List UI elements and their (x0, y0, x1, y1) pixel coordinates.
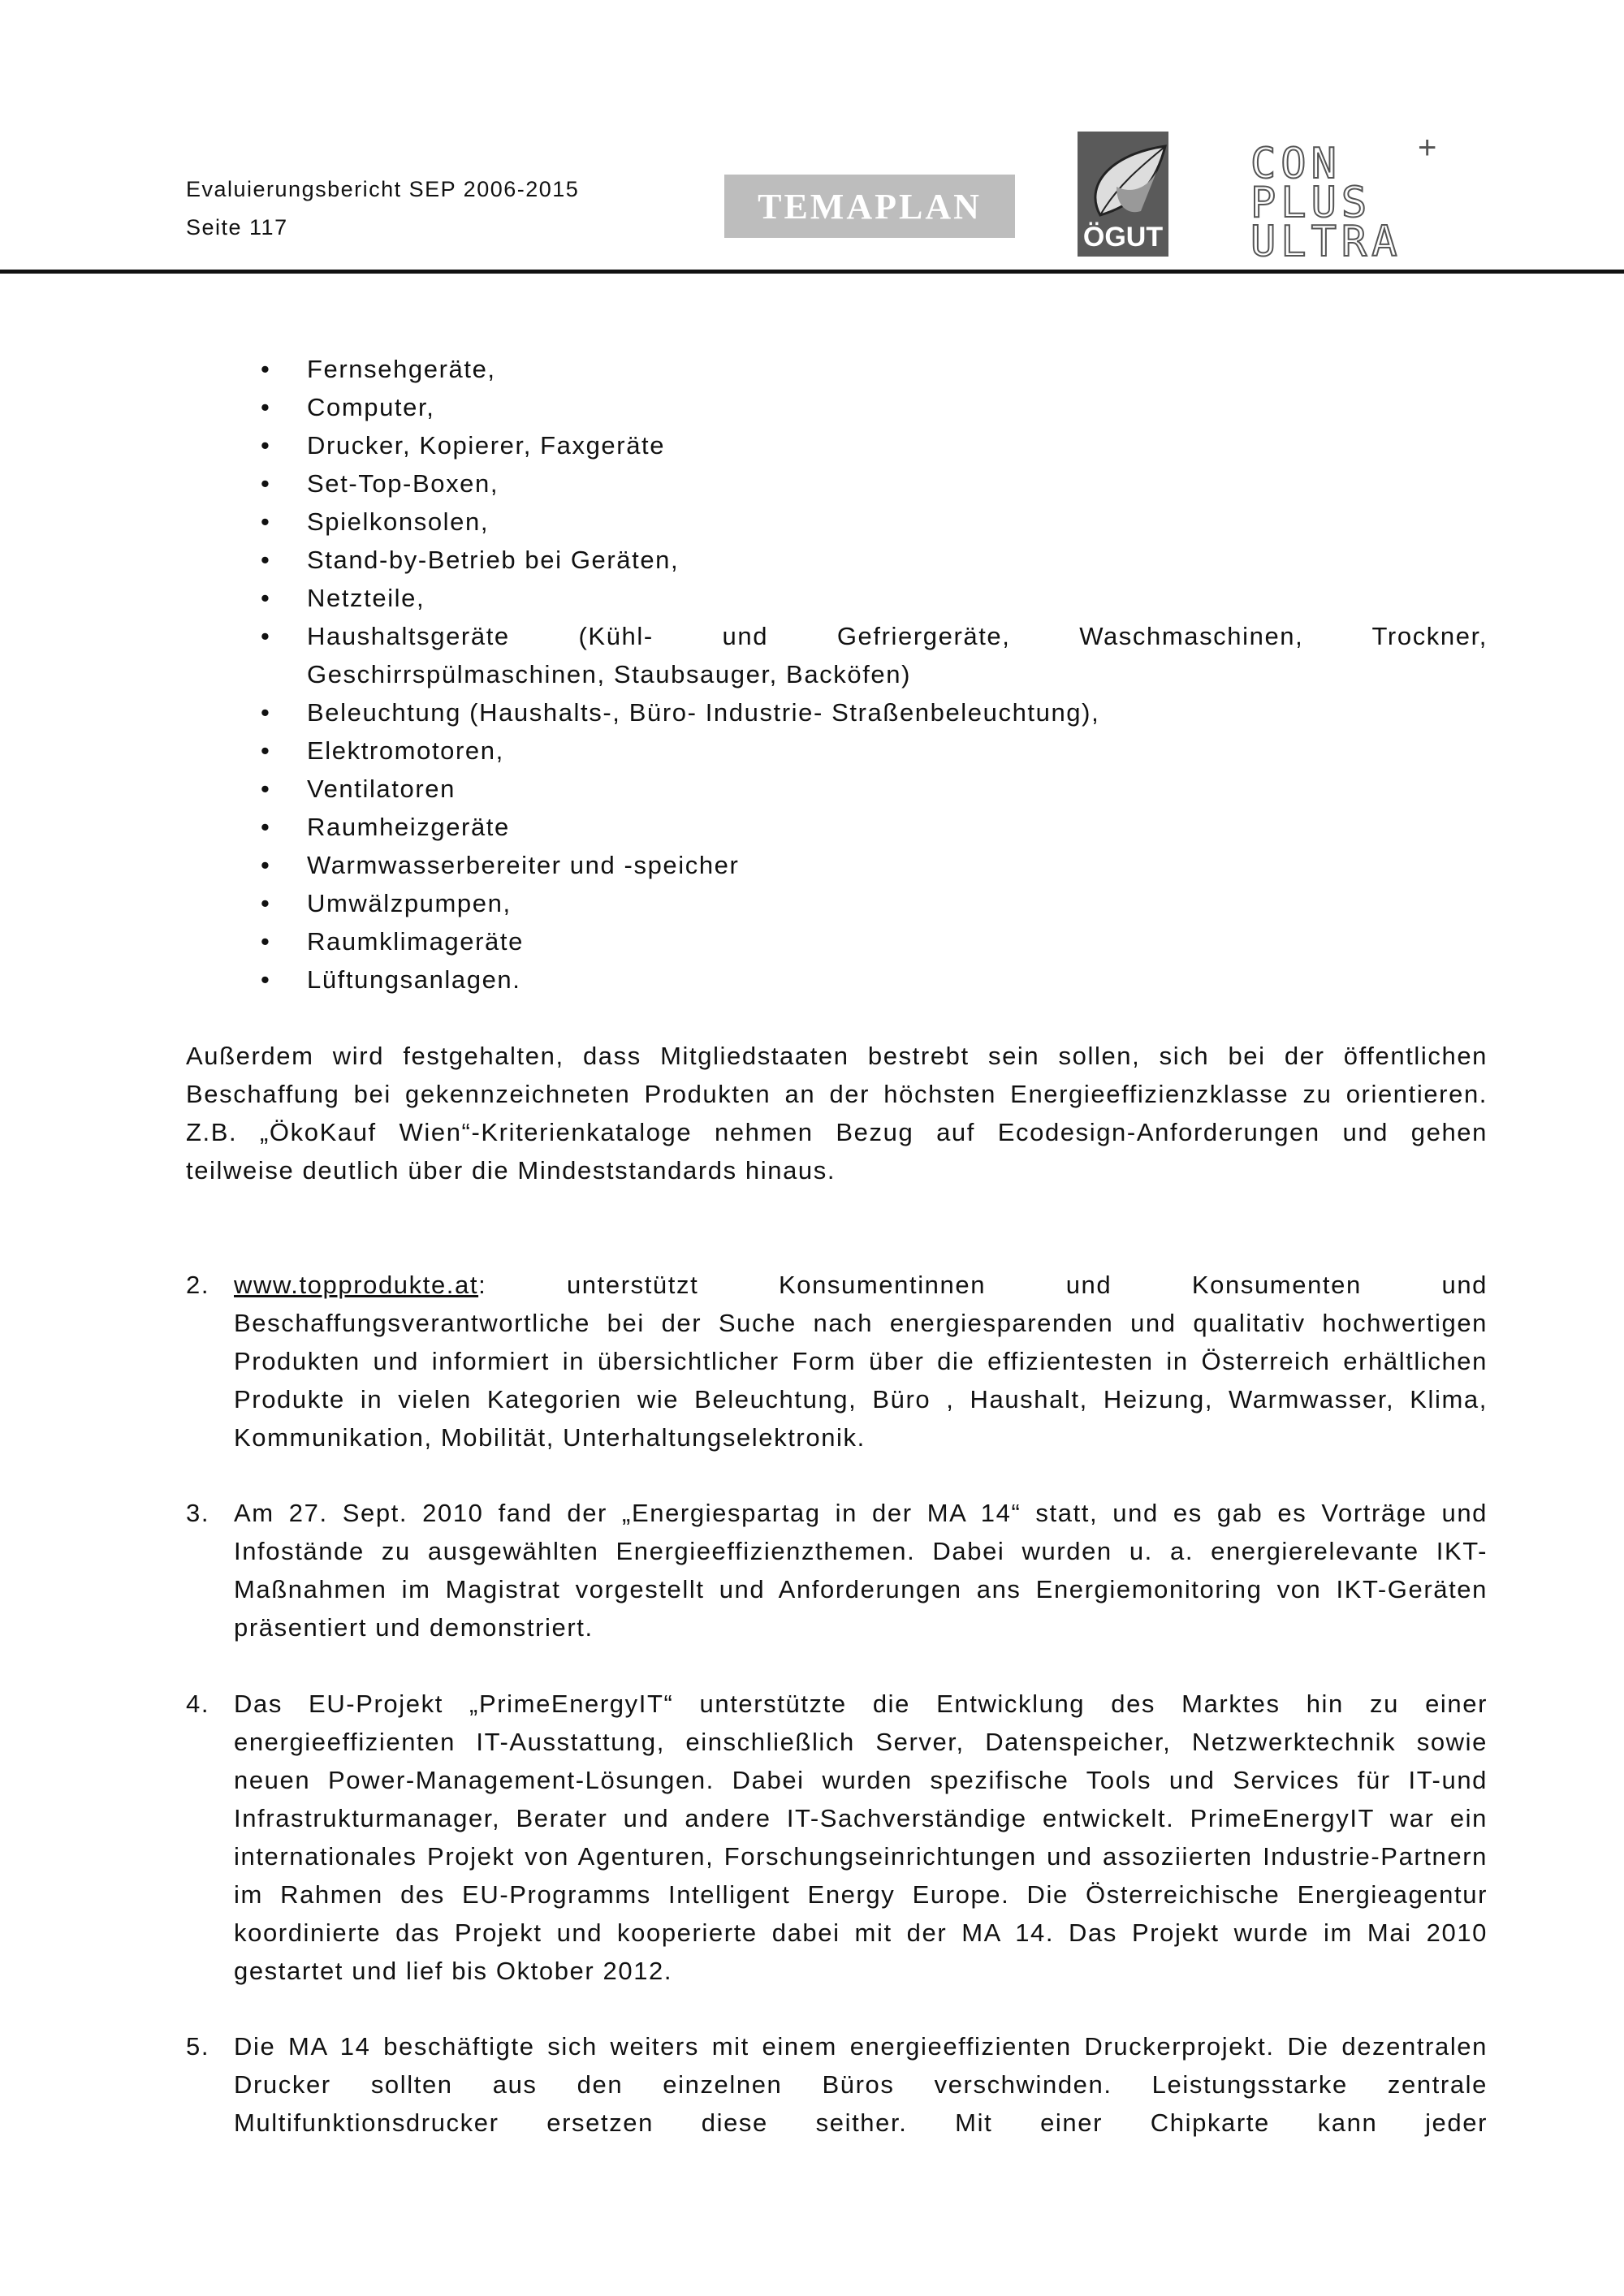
ogut-logo (1078, 132, 1168, 257)
bullet-icon: • (261, 546, 271, 574)
list-item-text: Spielkonsolen, (307, 507, 490, 536)
item-text: Die MA 14 beschäftigte sich weiters mit einem energieeffizienten Druckerprojekt. Die dezentralen Drucker sollten aus den einzelnen Büros verschwinden. Leistungsstarke zentrale Multifunktionsdrucker ersetzen diese seither. Mit einer Chipkarte kann jeder (234, 2032, 1488, 2137)
bullet-icon: • (261, 736, 271, 765)
list-item (186, 350, 1488, 388)
list-item (186, 884, 1488, 922)
conplusultra-logo (1250, 140, 1402, 266)
list-item-text: Umwälzpumpen, (307, 889, 512, 917)
list-item (186, 732, 1488, 770)
item-number: 3. (186, 1499, 210, 1527)
logo-line: CON (1250, 140, 1341, 188)
list-item-text: Ventilatoren (307, 775, 456, 803)
list-item (186, 426, 1488, 464)
list-item-text: Raumklimageräte (307, 927, 524, 956)
bullet-icon: • (261, 889, 271, 917)
item-number: 2. (186, 1271, 210, 1299)
list-item (186, 388, 1488, 426)
list-item (186, 464, 1488, 503)
body-paragraph: Außerdem wird festgehalten, dass Mitgliedstaaten bestrebt sein sollen, sich bei der öffentlichen Beschaffung bei gekennzeichneten Produkten an der höchsten Energieeffizienzklasse zu orientieren. Z.B. „ÖkoKauf Wien“-Kriterienkataloge nehmen Bezug auf Ecodesign-Anforderungen und gehen teilweise deutlich über die Mindeststandards hinaus. (186, 1042, 1488, 1185)
logo-line: PLUS (1250, 179, 1372, 227)
list-item-text: Raumheizgeräte (307, 813, 510, 841)
item-text: Am 27. Sept. 2010 fand der „Energiespartag in der MA 14“ statt, und es gab es Vorträge und Infostände zu ausgewählten Energieeffizienzthemen. Dabei wurden u. a. energierelevante IKT-Maßnahmen im Magistrat vorgestellt und Anforderungen ans Energiemonitoring von IKT-Geräten präsentiert und demonstriert. (234, 1499, 1488, 1642)
bullet-icon: • (261, 469, 271, 498)
list-item (186, 541, 1488, 579)
bullet-icon: • (261, 927, 271, 956)
list-item-2 (186, 1266, 1488, 1457)
header-title: Evaluierungsbericht SEP 2006-2015 (186, 177, 580, 201)
list-item-text: Stand-by-Betrieb bei Geräten, (307, 546, 680, 574)
list-item (186, 617, 1488, 693)
bullet-icon: • (261, 584, 271, 612)
list-item-text: Elektromotoren, (307, 736, 504, 765)
bullet-icon: • (261, 775, 271, 803)
bullet-icon: • (261, 393, 271, 421)
list-item (186, 960, 1488, 999)
list-item (186, 846, 1488, 884)
list-item-text: Haushaltsgeräte (Kühl- und Gefriergeräte, Waschmaschinen, Trockner, Geschirrspülmaschinen, Staubsauger, Backöfen) (307, 622, 1488, 688)
list-item-text: Lüftungsanlagen. (307, 965, 521, 994)
list-item (186, 808, 1488, 846)
bullet-icon: • (261, 965, 271, 994)
temaplan-logo (724, 175, 1015, 238)
list-item (186, 770, 1488, 808)
bullet-icon: • (261, 698, 271, 727)
list-item (186, 922, 1488, 960)
list-item-text: Set-Top-Boxen, (307, 469, 499, 498)
list-item-text: Computer, (307, 393, 435, 421)
list-item-text: Netzteile, (307, 584, 425, 612)
list-item (186, 503, 1488, 541)
list-item-text: Beleuchtung (Haushalts-, Büro- Industrie- Straßenbeleuchtung), (307, 698, 1100, 727)
bullet-icon: • (261, 507, 271, 536)
list-item-5 (186, 2027, 1488, 2142)
list-item-text: Warmwasserbereiter und -speicher (307, 851, 740, 879)
item-text: : unterstützt Konsumentinnen und Konsumenten und Beschaffungsverantwortliche bei der Suche nach energiesparenden und qualitativ hochwertigen Produkten und informiert in übersichtlicher Form über die effizientesten in Österreich erhältlichen Produkte in vielen Kategorien wie Beleuchtung, Büro , Haushalt, Heizung, Warmwasser, Klima, Kommunikation, Mobilität, Unterhaltungselektronik. (234, 1271, 1488, 1452)
logo-line: ULTRA (1250, 218, 1402, 266)
item-number: 4. (186, 1690, 210, 1718)
bullet-icon: • (261, 622, 271, 650)
list-item-4 (186, 1685, 1488, 1990)
appliance-list (186, 350, 1488, 999)
page-number: Seite 117 (186, 215, 288, 240)
topprodukte-link[interactable]: www.topprodukte.at (234, 1271, 479, 1299)
bullet-icon: • (261, 355, 271, 383)
list-item (186, 693, 1488, 732)
list-item-text: Fernsehgeräte, (307, 355, 496, 383)
bullet-icon: • (261, 851, 271, 879)
item-text: Das EU-Projekt „PrimeEnergyIT“ unterstützte die Entwicklung des Marktes hin zu einer energieeffizienten IT-Ausstattung, einschließlich Server, Datenspeicher, Netzwerktechnik sowie neuen Power-Management-Lösungen. Dabei wurden spezifische Tools und Services für IT-und Infrastrukturmanager, Berater und andere IT-Sachverständige entwickelt. PrimeEnergyIT war ein internationales Projekt von Agenturen, Forschungseinrichtungen und assoziierten Industrie-Partnern im Rahmen des EU-Programms Intelligent Energy Europe. Die Österreichische Energieagentur koordinierte das Projekt und kooperierte dabei mit der MA 14. Das Projekt wurde im Mai 2010 gestartet und lief bis Oktober 2012. (234, 1690, 1488, 1985)
leaf-icon (1068, 138, 1173, 227)
bullet-icon: • (261, 431, 271, 460)
temaplan-logo-text: TEMAPLAN (758, 186, 982, 227)
ogut-logo-text: ÖGUT (1082, 222, 1164, 252)
item-number: 5. (186, 2032, 210, 2061)
plus-icon: + (1418, 130, 1437, 166)
bullet-icon: • (261, 813, 271, 841)
list-item-3 (186, 1494, 1488, 1646)
list-item (186, 579, 1488, 617)
header-divider (0, 270, 1624, 274)
list-item-text: Drucker, Kopierer, Faxgeräte (307, 431, 666, 460)
